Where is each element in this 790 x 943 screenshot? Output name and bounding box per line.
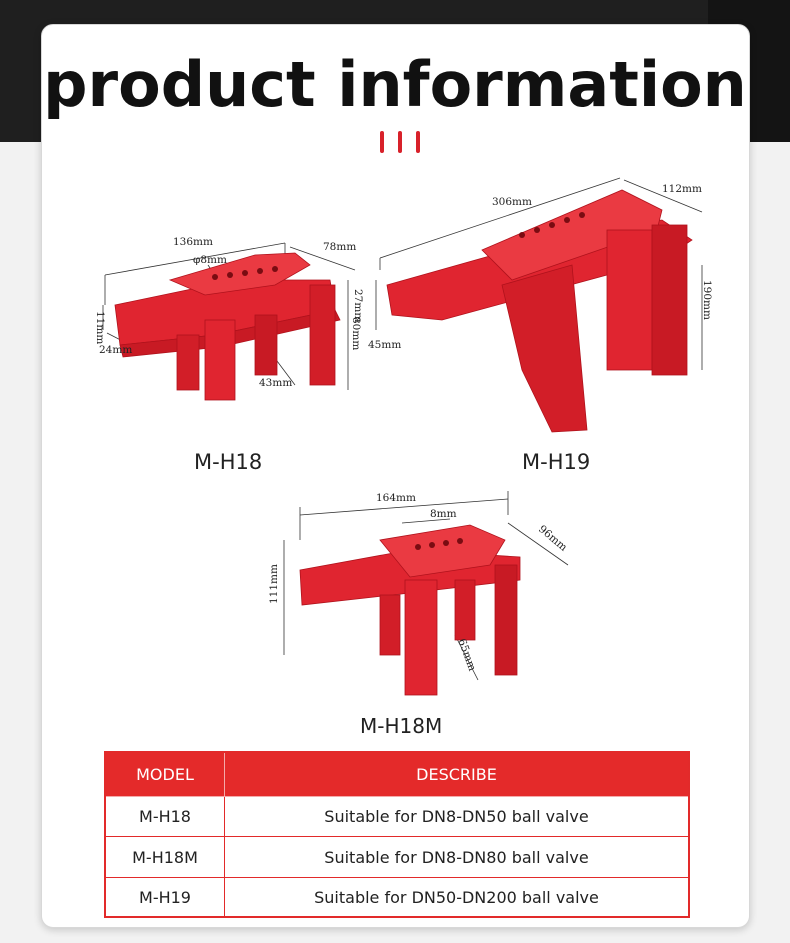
svg-text:43mm: 43mm — [259, 377, 293, 389]
cell-model: M-H18 — [105, 797, 225, 837]
svg-text:190mm: 190mm — [701, 280, 713, 320]
svg-text:8mm: 8mm — [430, 508, 457, 520]
table-row — [105, 797, 689, 837]
svg-text:24mm: 24mm — [99, 344, 133, 356]
svg-text:96mm: 96mm — [536, 523, 570, 554]
svg-text:78mm: 78mm — [323, 241, 357, 253]
product-image-m-h18 — [95, 225, 365, 400]
svg-text:306mm: 306mm — [492, 196, 532, 208]
model-label-m-h18m: M-H18M — [360, 714, 443, 738]
model-label-m-h18: M-H18 — [194, 450, 263, 474]
svg-text:164mm: 164mm — [376, 492, 416, 504]
cell-describe: Suitable for DN50-DN200 ball valve — [225, 878, 690, 918]
table-row — [105, 837, 689, 878]
column-header-model: MODEL — [105, 752, 225, 797]
table-header-row — [105, 752, 689, 797]
title-decoration — [380, 131, 420, 153]
svg-text:112mm: 112mm — [662, 183, 702, 195]
svg-text:65mm: 65mm — [455, 637, 479, 673]
table-row — [105, 878, 689, 918]
svg-text:11mm: 11mm — [94, 311, 106, 345]
model-label-m-h19: M-H19 — [522, 450, 591, 474]
cell-describe: Suitable for DN8-DN50 ball valve — [225, 797, 690, 837]
page-title: product information — [43, 48, 747, 121]
cell-model: M-H19 — [105, 878, 225, 918]
svg-text:27mm: 27mm — [352, 289, 364, 323]
cell-describe: Suitable for DN8-DN80 ball valve — [225, 837, 690, 878]
svg-text:136mm: 136mm — [173, 236, 213, 248]
product-image-m-h18m — [270, 485, 580, 700]
svg-text:80mm: 80mm — [350, 317, 362, 351]
cell-model: M-H18M — [105, 837, 225, 878]
column-header-describe: DESCRIBE — [225, 752, 690, 797]
svg-text:φ8mm: φ8mm — [193, 254, 227, 266]
svg-text:45mm: 45mm — [368, 339, 402, 351]
spec-table — [104, 751, 690, 918]
svg-text:111mm: 111mm — [268, 564, 280, 604]
